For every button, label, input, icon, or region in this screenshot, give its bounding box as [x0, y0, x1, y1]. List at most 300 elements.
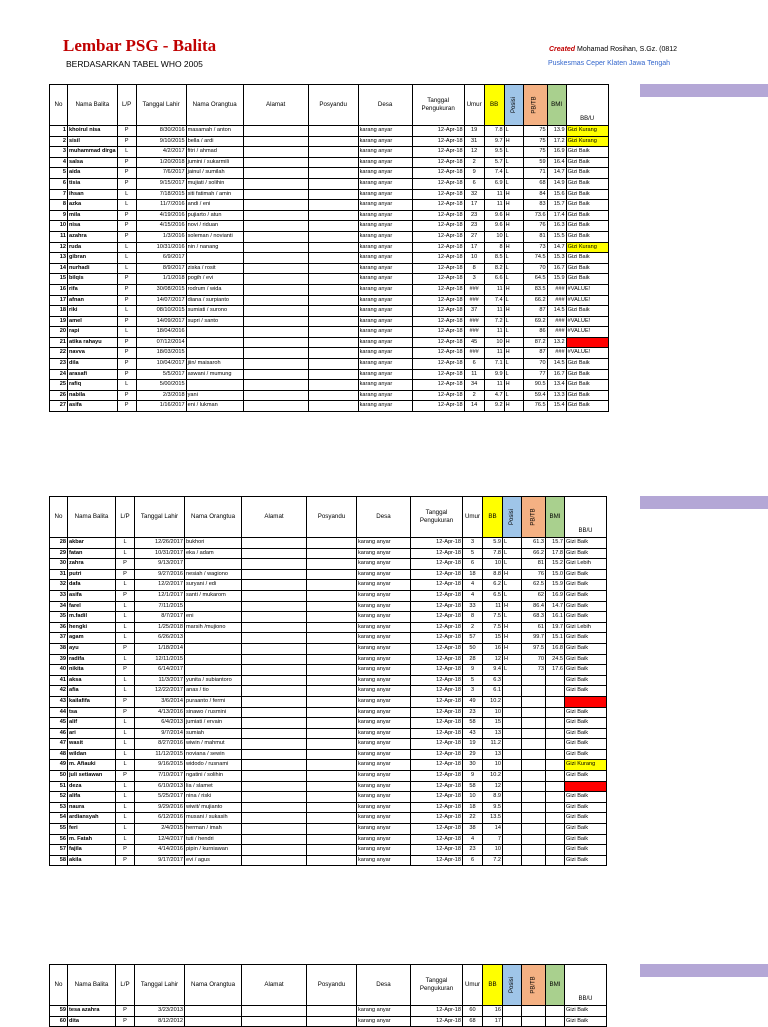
cell-bmi: 13.2: [547, 337, 566, 348]
cell-tanggal-lahir: 4/14/2016: [135, 845, 185, 856]
cell-posyandu: [307, 802, 357, 813]
cell-alamat: [243, 274, 308, 285]
cell-desa: karang anyar: [357, 771, 411, 782]
cell-umur: 2: [464, 390, 484, 401]
cell-alamat: [242, 739, 307, 750]
cell-desa: karang anyar: [357, 707, 411, 718]
cell-bb: 11.2: [483, 739, 503, 750]
cell-umur: 32: [464, 189, 484, 200]
cell-bmi: ###: [547, 284, 566, 295]
column-header-posyandu: Posyandu: [307, 965, 357, 1006]
cell-bmi: 17.4: [547, 210, 566, 221]
cell-nama-orangtua: nina / riski: [185, 792, 242, 803]
cell-desa: karang anyar: [358, 168, 412, 179]
cell-nama-orangtua: mujiati / solihin: [186, 178, 243, 189]
cell-nama-balita: aida: [68, 168, 118, 179]
cell-desa: karang anyar: [357, 834, 411, 845]
column-header-nama-balita: Nama Balita: [68, 85, 118, 126]
column-header-lp: L/P: [117, 85, 136, 126]
cell-posyandu: [307, 760, 357, 771]
table-row: [50, 221, 609, 232]
cell-nama-balita: amel: [68, 316, 118, 327]
cell-posisi: [503, 1006, 522, 1017]
cell-no: 20: [50, 327, 68, 338]
cell-bb: 6.6: [484, 274, 504, 285]
cell-desa: karang anyar: [358, 147, 412, 158]
cell-tanggal-lahir: 9/10/2015: [136, 136, 186, 147]
cell-tanggal-lahir: 6/12/2016: [135, 813, 185, 824]
column-header-tanggal-pengukuran: Tanggal Pengukuran: [411, 965, 463, 1006]
cell-no: 1: [50, 126, 68, 137]
cell-umur: 60: [463, 1006, 483, 1017]
cell-bb: 10: [483, 845, 503, 856]
cell-tanggal-pengukuran: 12-Apr-18: [411, 845, 463, 856]
cell-nama-balita: salsa: [68, 157, 118, 168]
cell-lp: P: [117, 337, 136, 348]
cell-posisi: H: [504, 136, 523, 147]
cell-nama-orangtua: eni: [185, 612, 242, 623]
cell-no: 10: [50, 221, 68, 232]
cell-umur: ###: [464, 295, 484, 306]
cell-umur: 5: [463, 548, 483, 559]
cell-bbu: #VALUE!: [566, 284, 608, 295]
cell-alamat: [242, 728, 307, 739]
cell-pbtb: 77: [523, 369, 547, 380]
cell-lp: P: [117, 295, 136, 306]
cell-bmi: [546, 802, 565, 813]
cell-umur: 58: [463, 718, 483, 729]
cell-lp: P: [117, 390, 136, 401]
cell-nama-orangtua: masamah / anton: [186, 126, 243, 137]
cell-umur: 3: [463, 686, 483, 697]
cell-nama-balita: sisil: [68, 136, 118, 147]
cell-nama-balita: muhammad dirga: [68, 147, 118, 158]
cell-pbtb: 83: [523, 200, 547, 211]
cell-nama-orangtua: ngatini / solihin: [185, 771, 242, 782]
column-header-alamat: Alamat: [242, 497, 307, 538]
cell-tanggal-lahir: 14/09/2017: [136, 316, 186, 327]
table-row: [50, 263, 609, 274]
cell-umur: 5: [463, 675, 483, 686]
table-row: [50, 200, 609, 211]
cell-no: 13: [50, 253, 68, 264]
cell-no: 53: [50, 802, 68, 813]
cell-lp: L: [116, 633, 135, 644]
cell-alamat: [243, 369, 308, 380]
cell-bmi: [546, 718, 565, 729]
cell-tanggal-lahir: 8/27/2016: [135, 739, 185, 750]
cell-nama-balita: arasafi: [68, 369, 118, 380]
cell-posyandu: [307, 665, 357, 676]
cell-no: 21: [50, 337, 68, 348]
cell-bbu: Gizi Lebih: [565, 559, 607, 570]
cell-umur: 22: [463, 813, 483, 824]
puskesmas-name: Puskesmas Ceper Klaten Jawa Tengah: [548, 60, 671, 67]
table-row: [50, 157, 609, 168]
cell-alamat: [243, 157, 308, 168]
cell-tanggal-lahir: 12/26/2017: [135, 538, 185, 549]
cell-bbu: Gizi Baik: [566, 253, 608, 264]
cell-bb: 8.2: [484, 263, 504, 274]
cell-umur: 4: [463, 834, 483, 845]
cell-posyandu: [307, 612, 357, 623]
cell-posisi: L: [504, 390, 523, 401]
cell-tanggal-lahir: 9/15/2017: [136, 178, 186, 189]
cell-alamat: [242, 834, 307, 845]
cell-nama-orangtua: pogih / evi: [186, 274, 243, 285]
cell-no: 34: [50, 601, 68, 612]
cell-alamat: [242, 845, 307, 856]
cell-desa: karang anyar: [357, 538, 411, 549]
cell-posisi: [503, 813, 522, 824]
cell-posisi: L: [504, 327, 523, 338]
cell-bbu: Gizi Baik: [566, 231, 608, 242]
cell-alamat: [242, 760, 307, 771]
cell-bbu: Gizi Baik: [566, 221, 608, 232]
cell-tanggal-lahir: 1/3/2016: [136, 231, 186, 242]
table-row: [50, 369, 609, 380]
cell-nama-balita: zahra: [68, 559, 116, 570]
cell-alamat: [242, 675, 307, 686]
cell-desa: karang anyar: [357, 718, 411, 729]
cell-posisi: [503, 771, 522, 782]
cell-bb: 15: [483, 633, 503, 644]
table-row: [50, 643, 607, 654]
cell-nama-balita: alif: [68, 718, 116, 729]
cell-alamat: [242, 665, 307, 676]
cell-desa: karang anyar: [357, 813, 411, 824]
cell-posyandu: [308, 327, 358, 338]
column-header-posisi: [503, 965, 522, 1006]
cell-alamat: [242, 802, 307, 813]
cell-bb: 7.5: [483, 612, 503, 623]
cell-nama-orangtua: [185, 665, 242, 676]
cell-pbtb: 87: [523, 348, 547, 359]
cell-pbtb: [522, 696, 546, 707]
cell-bb: 9.5: [483, 802, 503, 813]
cell-pbtb: 75: [523, 136, 547, 147]
cell-nama-balita: dita: [68, 1016, 116, 1027]
cell-posyandu: [307, 728, 357, 739]
cell-nama-orangtua: noviana / sewin: [185, 749, 242, 760]
created-by: [549, 46, 677, 53]
cell-alamat: [243, 200, 308, 211]
cell-umur: 31: [464, 136, 484, 147]
cell-bb: 9.6: [484, 210, 504, 221]
cell-posyandu: [307, 590, 357, 601]
cell-nama-orangtua: anas / tio: [185, 686, 242, 697]
table-row: [50, 612, 607, 623]
column-header-tanggal-lahir: Tanggal Lahir: [136, 85, 186, 126]
cell-nama-orangtua: marsih /mujiono: [185, 622, 242, 633]
table-row: [50, 337, 609, 348]
cell-bbu: Gizi Baik: [565, 643, 607, 654]
cell-bb: 5.9: [483, 538, 503, 549]
cell-nama-balita: m. Fatah: [68, 834, 116, 845]
cell-lp: P: [116, 569, 135, 580]
cell-tanggal-lahir: 6/9/2017: [136, 253, 186, 264]
cell-posisi: [503, 792, 522, 803]
cell-desa: karang anyar: [358, 189, 412, 200]
column-header-nama-orangtua: Nama Orangtua: [185, 497, 242, 538]
table-row: [50, 538, 607, 549]
cell-umur: 6: [463, 855, 483, 866]
cell-nama-orangtua: [185, 559, 242, 570]
cell-bmi: [546, 760, 565, 771]
cell-posisi: L: [504, 359, 523, 370]
cell-lp: L: [116, 580, 135, 591]
cell-alamat: [242, 538, 307, 549]
cell-bbu: Gizi Baik: [566, 274, 608, 285]
cell-tanggal-lahir: 1/16/2017: [136, 401, 186, 412]
cell-bbu: Gizi Baik: [566, 306, 608, 317]
cell-desa: karang anyar: [357, 548, 411, 559]
cell-nama-balita: nisa: [68, 221, 118, 232]
cell-nama-balita: radifa: [68, 654, 116, 665]
column-header-bmi: BMI: [546, 965, 565, 1006]
cell-posyandu: [307, 580, 357, 591]
cell-lp: P: [117, 157, 136, 168]
cell-bb: 6.2: [483, 580, 503, 591]
cell-nama-orangtua: sumiati / surono: [186, 306, 243, 317]
cell-alamat: [243, 126, 308, 137]
cell-pbtb: 90.5: [523, 380, 547, 391]
cell-umur: 18: [463, 802, 483, 813]
cell-umur: 29: [463, 749, 483, 760]
cell-bb: 9.5: [484, 147, 504, 158]
cell-posisi: [503, 696, 522, 707]
cell-bbu: Gizi Baik: [565, 1016, 607, 1027]
cell-bbu: Gizi Baik: [566, 210, 608, 221]
column-header-pbtb: [522, 497, 546, 538]
cell-lp: L: [116, 728, 135, 739]
cell-no: 40: [50, 665, 68, 676]
cell-tanggal-lahir: 30/08/2015: [136, 284, 186, 295]
cell-bmi: 13.4: [547, 380, 566, 391]
cell-alamat: [242, 813, 307, 824]
column-header-bbu: BB/U: [566, 85, 608, 126]
cell-alamat: [242, 580, 307, 591]
cell-bmi: [546, 707, 565, 718]
cell-pbtb: [522, 749, 546, 760]
table-row: [50, 306, 609, 317]
page-header: [0, 0, 768, 80]
cell-posyandu: [308, 157, 358, 168]
table-row: [50, 718, 607, 729]
cell-posyandu: [308, 284, 358, 295]
column-header-tanggal-pengukuran: Tanggal Pengukuran: [412, 85, 464, 126]
cell-pbtb: 83.5: [523, 284, 547, 295]
table-row: [50, 189, 609, 200]
cell-desa: karang anyar: [358, 263, 412, 274]
cell-tanggal-pengukuran: 12-Apr-18: [412, 168, 464, 179]
cell-tanggal-lahir: 9/27/2016: [135, 569, 185, 580]
cell-pbtb: 87.2: [523, 337, 547, 348]
cell-lp: P: [116, 643, 135, 654]
cell-pbtb: 81: [523, 231, 547, 242]
cell-tanggal-pengukuran: 12-Apr-18: [411, 665, 463, 676]
column-header-desa: Desa: [357, 965, 411, 1006]
cell-posisi: [503, 855, 522, 866]
cell-tanggal-pengukuran: 12-Apr-18: [412, 274, 464, 285]
cell-nama-orangtua: herman / imah: [185, 824, 242, 835]
cell-posyandu: [308, 210, 358, 221]
cell-bb: 7.8: [483, 548, 503, 559]
cell-pbtb: 59: [523, 157, 547, 168]
table-row: [50, 168, 609, 179]
cell-umur: 43: [463, 728, 483, 739]
column-header-no: No: [50, 85, 68, 126]
cell-posyandu: [308, 126, 358, 137]
cell-posisi: L: [503, 559, 522, 570]
cell-bb: 11: [484, 306, 504, 317]
cell-alamat: [242, 1016, 307, 1027]
cell-bmi: 15.4: [547, 401, 566, 412]
cell-posisi: H: [504, 189, 523, 200]
cell-pbtb: [522, 739, 546, 750]
cell-bmi: 16.9: [546, 590, 565, 601]
cell-pbtb: 75: [523, 147, 547, 158]
cell-bb: 9.7: [484, 136, 504, 147]
cell-posisi: [503, 707, 522, 718]
cell-tanggal-lahir: 10/31/2016: [136, 242, 186, 253]
cell-bb: 7.4: [484, 168, 504, 179]
cell-bbu: Gizi Baik: [565, 834, 607, 845]
cell-desa: karang anyar: [357, 845, 411, 856]
cell-bbu: Gizi Baik: [566, 178, 608, 189]
cell-nama-orangtua: [185, 633, 242, 644]
cell-nama-orangtua: tuti / hendri: [185, 834, 242, 845]
cell-alamat: [243, 327, 308, 338]
cell-posisi: [503, 739, 522, 750]
cell-no: 24: [50, 369, 68, 380]
cell-desa: karang anyar: [358, 253, 412, 264]
cell-bb: 10.2: [483, 771, 503, 782]
cell-umur: 2: [464, 157, 484, 168]
cell-tanggal-pengukuran: 12-Apr-18: [412, 231, 464, 242]
cell-desa: karang anyar: [358, 126, 412, 137]
cell-bmi: [546, 686, 565, 697]
cell-bmi: 13.9: [547, 126, 566, 137]
cell-nama-orangtua: supri / santo: [186, 316, 243, 327]
cell-desa: karang anyar: [358, 210, 412, 221]
cell-nama-balita: hengki: [68, 622, 116, 633]
cell-bb: 11: [484, 200, 504, 211]
cell-nama-orangtua: puraanto / fermi: [185, 696, 242, 707]
cell-posyandu: [307, 781, 357, 792]
cell-umur: 11: [464, 369, 484, 380]
cell-bbu: Gizi Baik: [565, 538, 607, 549]
cell-posyandu: [308, 348, 358, 359]
column-header-posyandu: Posyandu: [308, 85, 358, 126]
cell-posisi: H: [503, 569, 522, 580]
cell-lp: L: [116, 824, 135, 835]
cell-posyandu: [308, 242, 358, 253]
cell-pbtb: 84: [523, 189, 547, 200]
table-row: [50, 210, 609, 221]
cell-nama-balita: tsa: [68, 707, 116, 718]
cell-nama-balita: mila: [68, 210, 118, 221]
cell-nama-orangtua: jiin/ maisaroh: [186, 359, 243, 370]
cell-bmi: [546, 813, 565, 824]
cell-umur: 17: [464, 200, 484, 211]
cell-alamat: [243, 231, 308, 242]
cell-bb: 6.1: [483, 686, 503, 697]
column-header-bmi: BMI: [546, 497, 565, 538]
table-row: [50, 580, 607, 591]
cell-no: 44: [50, 707, 68, 718]
cell-umur: 49: [463, 696, 483, 707]
cell-pbtb: [522, 781, 546, 792]
cell-nama-orangtua: rodrum / wida: [186, 284, 243, 295]
cell-posyandu: [307, 548, 357, 559]
cell-bb: 4.7: [484, 390, 504, 401]
cell-posisi: L: [503, 590, 522, 601]
cell-nama-orangtua: musani / sukasih: [185, 813, 242, 824]
cell-bb: 6.9: [484, 178, 504, 189]
cell-umur: 8: [463, 612, 483, 623]
table-row: [50, 295, 609, 306]
cell-pbtb: 86.4: [522, 601, 546, 612]
column-header-nama-balita: Nama Balita: [68, 965, 116, 1006]
cell-nama-balita: tisia: [68, 178, 118, 189]
cell-tanggal-lahir: 6/10/2013: [135, 781, 185, 792]
cell-posisi: L: [503, 580, 522, 591]
cell-desa: karang anyar: [358, 178, 412, 189]
cell-lp: L: [116, 718, 135, 729]
cell-tanggal-lahir: 4/13/2016: [135, 707, 185, 718]
cell-tanggal-lahir: 8/9/2017: [136, 263, 186, 274]
cell-no: 55: [50, 824, 68, 835]
cell-pbtb: 68.3: [522, 612, 546, 623]
cell-tanggal-pengukuran: 12-Apr-18: [411, 718, 463, 729]
table-row: [50, 231, 609, 242]
cell-no: 23: [50, 359, 68, 370]
cell-bb: 12: [483, 781, 503, 792]
cell-tanggal-pengukuran: 12-Apr-18: [411, 538, 463, 549]
cell-nama-orangtua: lia / slamet: [185, 781, 242, 792]
cell-tanggal-lahir: 6/14/2017: [135, 665, 185, 676]
cell-bbu: Gizi Kurang: [566, 242, 608, 253]
cell-pbtb: 66.2: [523, 295, 547, 306]
cell-bmi: 15.6: [547, 189, 566, 200]
cell-tanggal-lahir: 4/2/2017: [136, 147, 186, 158]
cell-tanggal-pengukuran: 12-Apr-18: [411, 654, 463, 665]
cell-umur: 14: [464, 401, 484, 412]
cell-posisi: [503, 781, 522, 792]
cell-no: 17: [50, 295, 68, 306]
cell-no: 57: [50, 845, 68, 856]
cell-alamat: [242, 1006, 307, 1017]
cell-umur: 6: [464, 178, 484, 189]
cell-posisi: [503, 760, 522, 771]
column-header-nama-balita: Nama Balita: [68, 497, 116, 538]
cell-tanggal-lahir: 6/4/2013: [135, 718, 185, 729]
cell-pbtb: [522, 771, 546, 782]
cell-pbtb: 70: [523, 359, 547, 370]
column-header-lp: L/P: [116, 497, 135, 538]
cell-no: 7: [50, 189, 68, 200]
cell-bmi: [546, 845, 565, 856]
table-row: [50, 824, 607, 835]
cell-nama-balita: asifa: [68, 590, 116, 601]
cell-bb: 14: [483, 824, 503, 835]
cell-posisi: L: [504, 316, 523, 327]
cell-desa: karang anyar: [357, 675, 411, 686]
cell-no: 58: [50, 855, 68, 866]
table-row: [50, 707, 607, 718]
cell-bbu: Gizi Baik: [565, 718, 607, 729]
